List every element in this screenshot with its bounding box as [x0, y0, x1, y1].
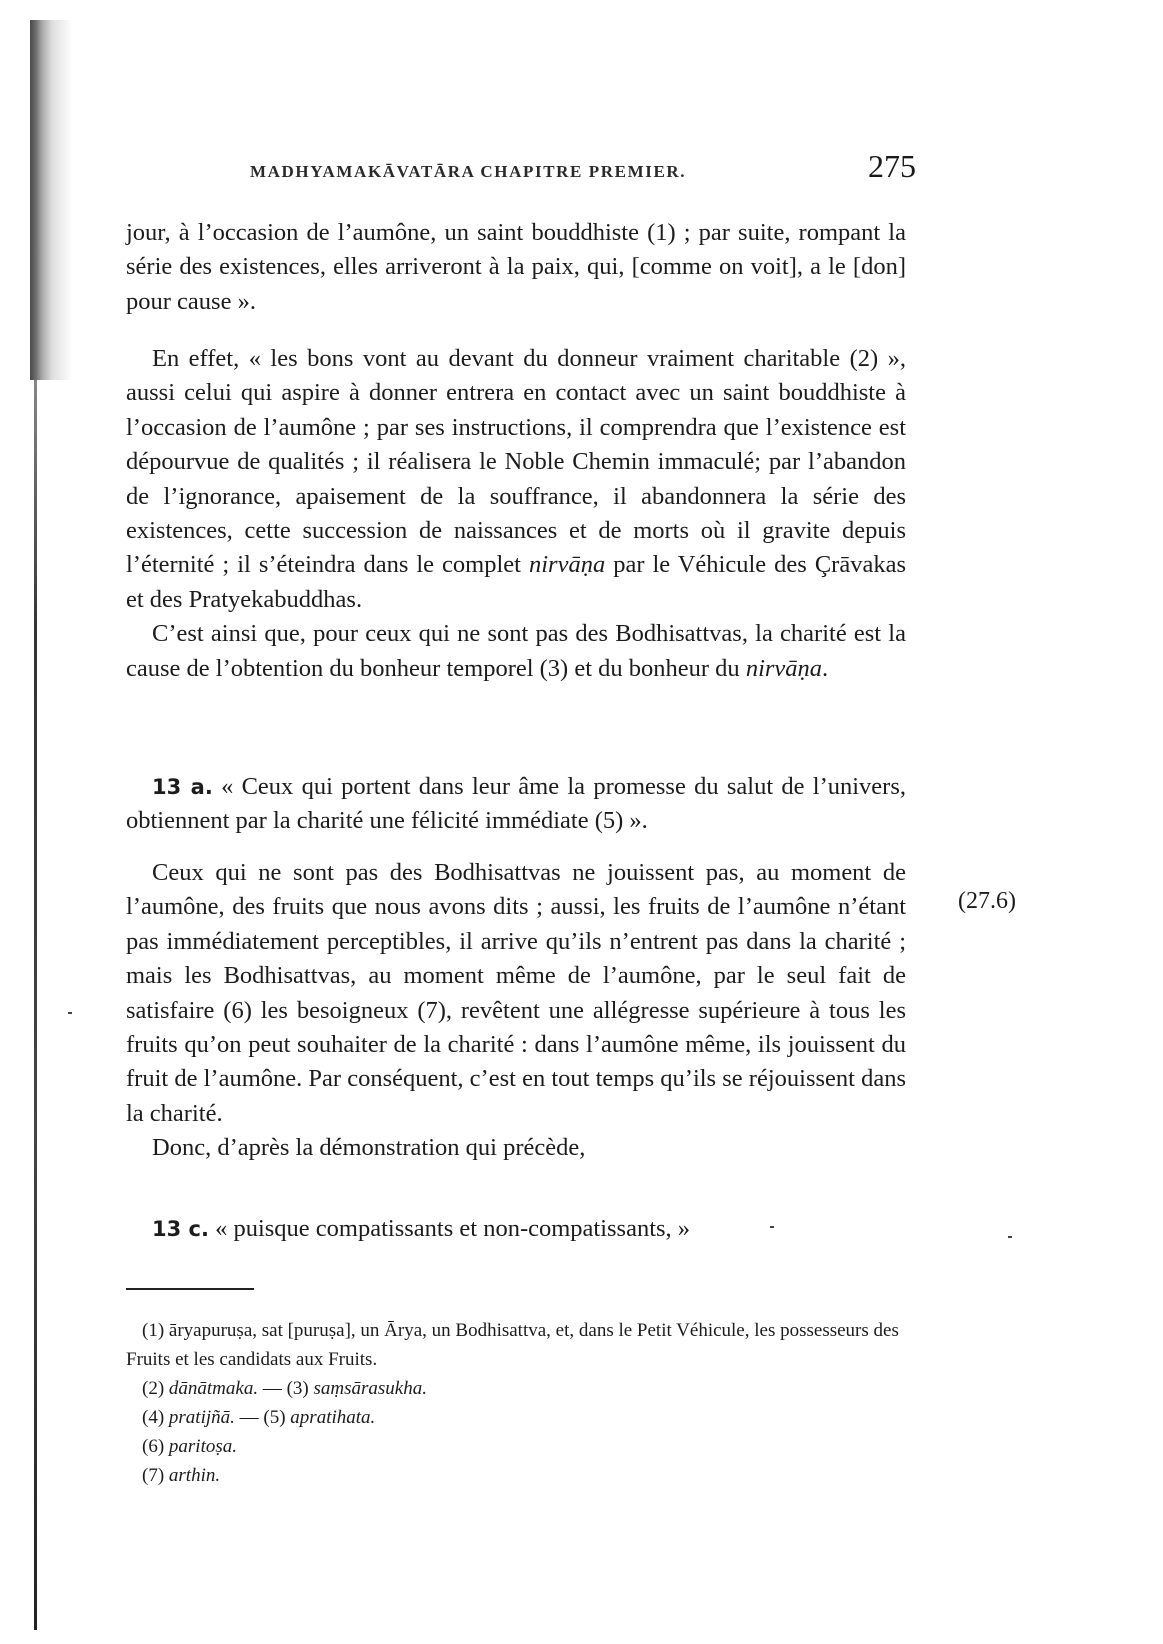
footnote-4-term: pratijñā. — [168, 1407, 235, 1428]
paragraph-5: Donc, d’après la démonstration qui précède, — [152, 1134, 586, 1162]
page-number: 275 — [868, 148, 916, 184]
footnote-3-term: saṃsārasukha. — [313, 1378, 427, 1399]
verse-13c — [126, 1212, 906, 1246]
verse-13a-text: « Ceux qui portent dans leur âme la promesse du salut de l’univers, obtiennent par la charité une félicité immédiate (5) ». — [126, 773, 906, 835]
paragraph-3 — [126, 617, 906, 686]
footnote-6-term: paritoṣa. — [168, 1436, 238, 1457]
footnote-6 — [126, 1432, 906, 1461]
footnote-7-number: (7) — [142, 1465, 169, 1486]
footnote-7 — [126, 1461, 906, 1490]
verse-13c-text: « puisque compatissants et non-compatissants, » — [208, 1215, 691, 1242]
scan-edge-shadow — [30, 20, 72, 380]
footnote-3-number: — (3) — [258, 1378, 314, 1399]
paragraph-block-4 — [126, 856, 906, 1166]
footnote-2-number: (2) — [142, 1378, 169, 1399]
verse-13c-label: 13 c. — [152, 1217, 209, 1241]
footnote-2-term: dānātmaka. — [168, 1378, 259, 1399]
margin-reference: (27.6) — [958, 888, 1016, 914]
scan-speck — [770, 1226, 774, 1228]
paragraph-2-text-b: par le Véhicule des Çrāvakas et des Pratyekabuddhas. — [126, 551, 906, 613]
paragraph-continuation — [126, 216, 906, 319]
footnote-4-5 — [126, 1403, 906, 1432]
scan-speck — [68, 1012, 72, 1014]
paragraph-block-2 — [126, 342, 906, 686]
paragraph-4: Ceux qui ne sont pas des Bodhisattvas ne jouissent pas, au moment de l’aumône, des fruits que nous avons dits ; aussi, les fruits de l’aumône n’étant pas immédiatement perceptibles, il arrive qu’ils n’entrent pas dans la charité ; mais les Bodhisattvas, au moment même de l’aumône, par le seul fait de satisfaire (6) les besoigneux (7), revêtent une allégresse supérieure à tous les fruits qu’on peut souhaiter de la charité : dans l’aumône même, ils jouissent du fruit de l’aumône. Par conséquent, c’est en tout temps qu’ils se réjouissent dans la charité. — [126, 859, 906, 1127]
paragraph-3-text-a: C’est ainsi que, pour ceux qui ne sont pas des Bodhisattvas, la charité est la cause de l’obtention du bonheur temporel (3) et du bonheur du — [126, 620, 906, 682]
verse-13a — [126, 770, 906, 839]
scan-speck — [1008, 1236, 1012, 1238]
paragraph-3-text-b: . — [822, 654, 829, 682]
paragraph-1: jour, à l’occasion de l’aumône, un saint bouddhiste (1) ; par suite, rompant la série des existences, elles arriveront à la paix, qui, [comme on voit], a le [don] pour cause ». — [126, 219, 906, 315]
footnote-4-number: (4) — [142, 1407, 169, 1428]
footnote-7-term: arthin. — [168, 1465, 221, 1486]
footnote-5-term: apratihata. — [290, 1407, 376, 1428]
footnote-6-number: (6) — [142, 1436, 169, 1457]
footnote-2-3 — [126, 1374, 906, 1403]
verse-13a-label: 13 a. — [152, 775, 213, 799]
nirvana-term: nirvāṇa — [745, 654, 823, 682]
scan-edge-line — [34, 380, 37, 1630]
paragraph-2-text-a: En effet, « les bons vont au devant du donneur vraiment charitable (2) », aussi celui qui aspire à donner entrera en contact avec un saint bouddhiste à l’occasion de l’aumône ; par ses instructions, il comprendra que l’existence est dépourvue de qualités ; il réalisera le Noble Chemin immaculé; par l’abandon de l’ignorance, apaisement de la souffrance, il abandonnera la série des existences, cette succession de naissances et de morts où il gravite depuis l’éternité ; il s’éteindra dans le complet — [126, 345, 906, 579]
running-title: MADHYAMAKĀVATĀRA CHAPITRE PREMIER. — [250, 162, 687, 181]
footnotes — [126, 1316, 906, 1490]
footnote-5-number: — (5) — [234, 1407, 291, 1428]
footnote-rule — [126, 1288, 254, 1290]
paragraph-2 — [126, 342, 906, 617]
footnote-1: (1) āryapuruṣa, sat [puruṣa], un Ārya, un Bodhisattva, et, dans le Petit Véhicule, les possesseurs des Fruits et les candidats aux Fruits. — [126, 1320, 899, 1370]
nirvana-term: nirvāṇa — [528, 551, 606, 579]
